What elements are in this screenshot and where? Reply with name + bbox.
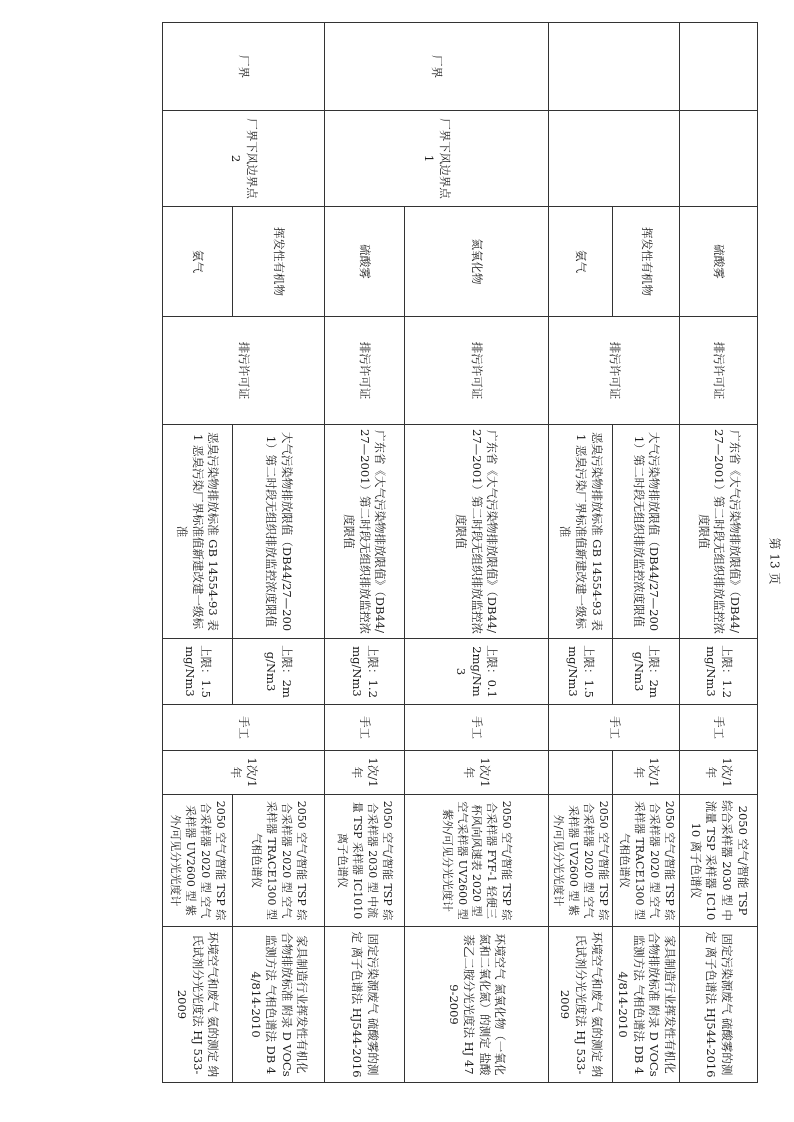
- frequency-cell: 1次/1年: [404, 751, 548, 795]
- basis-cell: 排污许可证: [324, 317, 404, 425]
- frequency-cell: [548, 751, 612, 795]
- point-cell: 厂界下风边界点 2: [162, 111, 324, 207]
- equipment-cell: 2050 空气/智能 TSP 综合采样器 2020 型 空气采样器 TRACE1300 型 气相色谱仪: [232, 795, 324, 927]
- frequency-cell: 1次/1年: [324, 751, 404, 795]
- equipment-cell: 2050 空气/智能 TSP 综合采样器 2020 型 空气采样器 UV2600 型 紫外/可见分光光度计: [162, 795, 232, 927]
- frequency-cell: 1次/1年: [680, 751, 758, 795]
- method-cell: 手工: [680, 705, 758, 751]
- rotated-page-content: [68, 22, 758, 1082]
- page-number: 第 13 页: [767, 537, 782, 585]
- equipment-cell: 2050 空气/智能 TSP 综合采样器 2030 型 中流量 TSP 采样器 IC1010 离子色谱仪: [324, 795, 404, 927]
- point-cell: 厂界下风边界点 1: [324, 111, 548, 207]
- equipment-cell: 2050 空气/智能 TSP 综合采样器 2030 型 中流量 TSP 采样器 IC1010 离子色谱仪: [680, 795, 758, 927]
- standard-cell: 恶臭污染物排放标准 GB 14554-93 表 1 恶臭污染厂界标准值新建改建一级标准: [162, 425, 232, 639]
- basis-cell: 排污许可证: [548, 317, 679, 425]
- standard-cell: 大气污染物排放限值（DB44/27—2001）第二时段无组织排放监控浓度限值: [232, 425, 324, 639]
- item-cell: 硫酸雾: [680, 207, 758, 317]
- limit-cell: 上限：2mg/Nm3: [232, 639, 324, 705]
- method-cell: 手工: [404, 705, 548, 751]
- basis-cell: 排污许可证: [404, 317, 548, 425]
- analysis-cell: 环境空气和废气 氨的测定 纳氏试剂分光光度法 HJ 533-2009: [162, 927, 232, 1083]
- basis-cell: 排污许可证: [680, 317, 758, 425]
- equipment-cell: 2050 空气/智能 TSP 综合采样器 2020 型 空气采样器 TRACE1300 型 气相色谱仪: [612, 795, 679, 927]
- method-cell: 手工: [548, 705, 679, 751]
- standard-cell: 广东省《大气污染物排放限值》（DB44/27—2001）第二时段无组织排放监控浓度限值: [404, 425, 548, 639]
- table-row: [680, 23, 758, 1083]
- standard-cell: 恶臭污染物排放标准 GB 14554-93 表 1 恶臭污染厂界标准值新建改建一级标准: [548, 425, 612, 639]
- analysis-cell: 环境空气 氮氧化物（一氧化氮和二氧化氮）的测定 盐酸萘乙二胺分光光度法 HJ 479-2009: [404, 927, 548, 1083]
- area-cell: [548, 23, 679, 111]
- standard-cell: 大气污染物排放限值（DB44/27—2001）第二时段无组织排放监控浓度限值: [612, 425, 679, 639]
- monitoring-table: [162, 22, 758, 1083]
- item-cell: 挥发性有机物: [612, 207, 679, 317]
- table-row: [612, 23, 679, 1083]
- standard-cell: 广东省《大气污染物排放限值》（DB44/27—2001）第二时段无组织排放监控浓度限值: [680, 425, 758, 639]
- item-cell: 氮氧化物: [404, 207, 548, 317]
- analysis-cell: 家具制造行业挥发性有机化合物排放标准 附录 D VOCs 监测方法 气相色谱法 DB 44/814-2010: [612, 927, 679, 1083]
- basis-cell: 排污许可证: [162, 317, 324, 425]
- limit-cell: 上限：1.5mg/Nm3: [162, 639, 232, 705]
- analysis-cell: 固定污染源废气 硫酸雾的测定 离子色谱法 HJ544-2016: [680, 927, 758, 1083]
- limit-cell: 上限：2mg/Nm3: [612, 639, 679, 705]
- area-cell: [680, 23, 758, 111]
- method-cell: 手工: [162, 705, 324, 751]
- point-cell: [548, 111, 679, 207]
- area-cell: 厂界: [162, 23, 324, 111]
- frequency-cell: 1次/1年: [612, 751, 679, 795]
- table-row: [278, 23, 324, 1083]
- analysis-cell: 固定污染源废气 硫酸雾的测定 离子色谱法 HJ544-2016: [324, 927, 404, 1083]
- item-cell: 氨气: [162, 207, 232, 317]
- limit-cell: 上限：1.2mg/Nm3: [680, 639, 758, 705]
- limit-cell: 上限：1.5mg/Nm3: [548, 639, 612, 705]
- area-cell: 厂界: [324, 23, 548, 111]
- standard-cell: 广东省《大气污染物排放限值》（DB44/27—2001）第二时段无组织排放监控浓度限值: [324, 425, 404, 639]
- equipment-cell: 2050 空气/智能 TSP 综合采样器 FYF-1 轻便三杯风向风速表 2020 型 空气采样器 UV2600 型 紫外/可见分光光度计: [404, 795, 548, 927]
- limit-cell: 上限：1.2mg/Nm3: [324, 639, 404, 705]
- item-cell: 氨气: [548, 207, 612, 317]
- item-cell: 挥发性有机物: [232, 207, 324, 317]
- limit-cell: 上限：0.12mg/Nm3: [404, 639, 548, 705]
- frequency-cell: 1次/1年: [162, 751, 324, 795]
- analysis-cell: 家具制造行业挥发性有机化合物排放标准 附录 D VOCs 监测方法 气相色谱法 DB 44/814-2010: [232, 927, 324, 1083]
- analysis-cell: 环境空气和废气 氨的测定 纳氏试剂分光光度法 HJ 533-2009: [548, 927, 612, 1083]
- equipment-cell: 2050 空气/智能 TSP 综合采样器 2020 型 空气采样器 UV2600 型 紫外/可见分光光度计: [548, 795, 612, 927]
- item-cell: 硫酸雾: [324, 207, 404, 317]
- point-cell: [680, 111, 758, 207]
- method-cell: 手工: [324, 705, 404, 751]
- table-row: [485, 23, 548, 1083]
